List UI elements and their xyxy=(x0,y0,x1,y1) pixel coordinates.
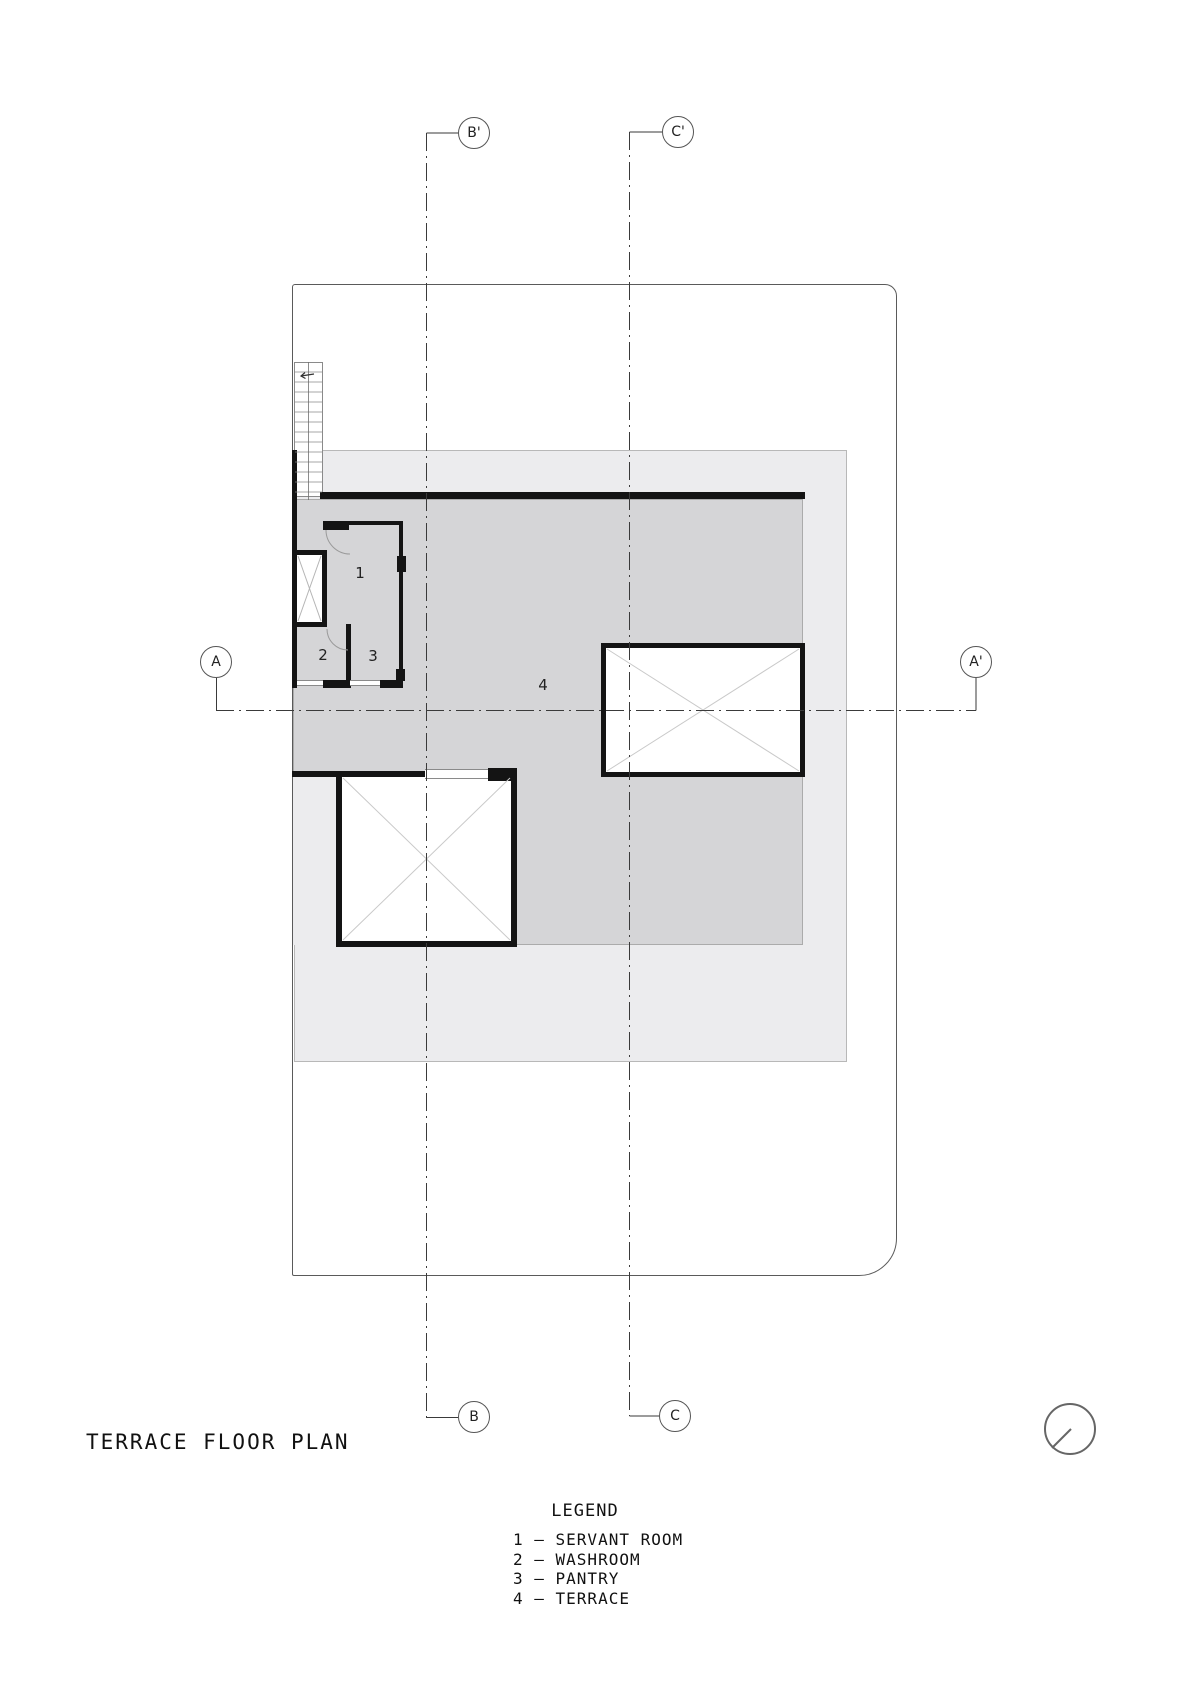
section-marker-a-prime xyxy=(960,646,992,678)
legend-heading: LEGEND xyxy=(551,1501,619,1521)
shaft-right-wall xyxy=(322,550,327,627)
section-marker-c-prime xyxy=(662,116,694,148)
section-marker-b-prime xyxy=(458,117,490,149)
servant-room-right-wall xyxy=(399,521,403,688)
skylight-rect xyxy=(601,643,805,777)
terrace-left-wall xyxy=(292,771,336,777)
bottom-wall-seg1 xyxy=(323,680,350,688)
room-label-washroom: 2 xyxy=(318,646,328,664)
section-marker-label: C xyxy=(670,1408,680,1424)
legend-item: 1 – SERVANT ROOM xyxy=(513,1530,684,1549)
pantry-window xyxy=(350,680,380,686)
right-wall-jamb-upper xyxy=(397,556,406,572)
section-marker-label: B xyxy=(469,1409,479,1425)
shaft-interior xyxy=(297,555,322,622)
staircase xyxy=(294,362,323,497)
section-marker-b xyxy=(458,1401,490,1433)
section-marker-a xyxy=(200,646,232,678)
legend-item: 3 – PANTRY xyxy=(513,1569,620,1588)
section-marker-c xyxy=(659,1400,691,1432)
section-marker-label: B' xyxy=(467,125,481,141)
north-symbol-icon xyxy=(1045,1404,1095,1454)
room-label-terrace: 4 xyxy=(538,676,548,694)
servant-room-door-leaf xyxy=(323,521,349,530)
legend-item: 4 – TERRACE xyxy=(513,1588,630,1608)
legend-item: 2 – WASHROOM xyxy=(513,1549,641,1569)
skylight-square xyxy=(336,771,517,947)
legend xyxy=(455,1501,715,1608)
drawing-title: TERRACE FLOOR PLAN xyxy=(86,1430,350,1454)
section-marker-label: A' xyxy=(969,654,983,670)
terrace-top-wall xyxy=(320,492,805,499)
washroom-window xyxy=(297,680,323,686)
bottom-wall-seg2 xyxy=(380,680,403,688)
skylight-square-corner-block xyxy=(488,768,517,781)
washroom-pantry-divider xyxy=(346,624,351,688)
section-marker-label: C' xyxy=(671,124,685,140)
room-label-servant-room: 1 xyxy=(355,564,365,582)
room-label-pantry: 3 xyxy=(368,647,378,665)
section-marker-label: A xyxy=(211,654,221,670)
skylight-square-opening xyxy=(425,769,488,779)
